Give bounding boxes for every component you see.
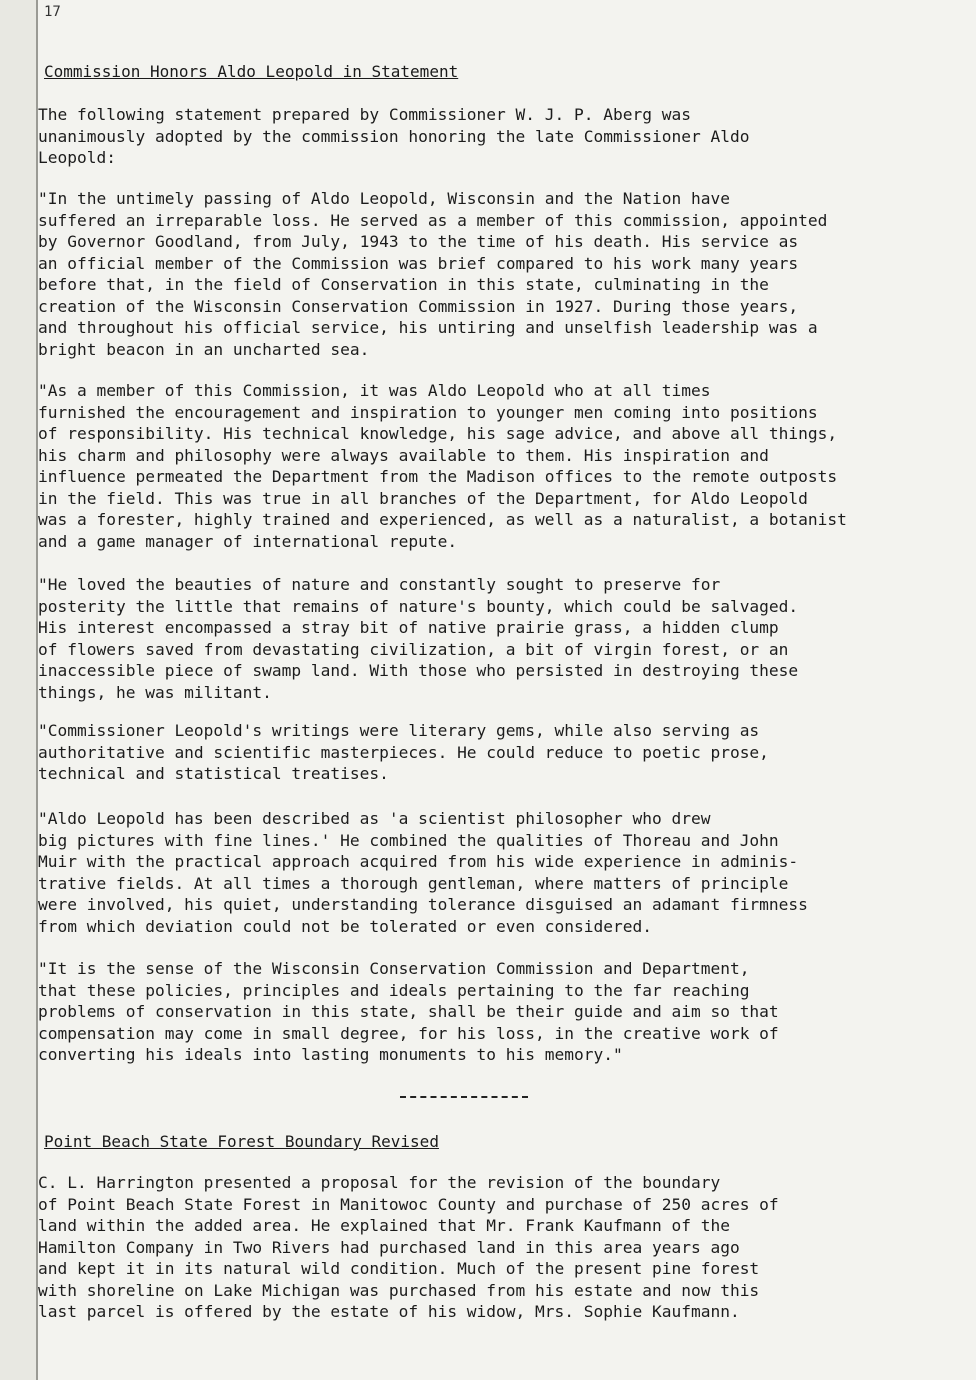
text-line: his charm and philosophy were always available to them. His inspiration and [38,445,769,465]
text-line: last parcel is offered by the estate of his widow, Mrs. Sophie Kaufmann. [38,1302,740,1321]
text-line: land within the added area. He explained that Mr. Frank Kaufmann of the [38,1216,730,1235]
paragraph [38,188,918,360]
text-line: were involved, his quiet, understanding tolerance disguised an adamant firmness [38,895,808,914]
text-line: "In the untimely passing of Aldo Leopold, Wisconsin and the Nation have [38,189,730,208]
text-line: suffered an irreparable loss. He served as a member of this commission, appointed [38,210,828,230]
section-heading-point-beach: Point Beach State Forest Boundary Revised [44,1132,439,1151]
text-line: His interest encompassed a stray bit of native prairie grass, a hidden clump [38,618,779,637]
text-line: unanimously adopted by the commission honoring the late Commissioner Aldo [38,126,750,146]
text-line: "As a member of this Commission, it was Aldo Leopold who at all times [38,381,711,400]
text-line: influence permeated the Department from the Madison offices to the remote outposts [38,467,838,486]
text-line: furnished the encouragement and inspiration to younger men coming into positions [38,402,818,422]
text-line: "Commissioner Leopold's writings were literary gems, while also serving as [38,721,760,740]
text-line: from which deviation could not be tolerated or even considered. [38,916,652,936]
section-heading-leopold: Commission Honors Aldo Leopold in Statement [44,62,459,81]
text-line: of responsibility. His technical knowledge, his sage advice, and above all things, [38,424,838,443]
text-line: and a game manager of international repute. [38,531,458,551]
text-line: things, he was militant. [38,682,272,702]
text-line: "Aldo Leopold has been described as 'a scientist philosopher who drew [38,809,711,828]
text-line: with shoreline on Lake Michigan was purchased from his estate and now this [38,1280,760,1300]
text-line: "He loved the beauties of nature and constantly sought to preserve for [38,575,721,594]
text-line: Leopold: [38,148,116,167]
section-divider [400,1096,528,1098]
text-line: Hamilton Company in Two Rivers had purchased land in this area years ago [38,1237,740,1257]
text-line: creation of the Wisconsin Conservation Commission in 1927. During those years, [38,296,799,316]
text-line: that these policies, principles and ideals pertaining to the far reaching [38,980,750,1000]
paragraph [38,958,918,1066]
paragraph [38,574,918,703]
adjacent-page-edge [0,0,38,1380]
text-line: bright beacon in an uncharted sea. [38,339,370,359]
text-line: before that, in the field of Conservation in this state, culminating in the [38,275,769,294]
text-line: by Governor Goodland, from July, 1943 to the time of his death. His service as [38,232,799,251]
text-line: authoritative and scientific masterpieces. He could reduce to poetic prose, [38,742,769,762]
paragraph [38,808,918,937]
paragraph [38,1172,918,1323]
page-corner-mark: 17 [44,4,61,20]
text-line: "It is the sense of the Wisconsin Conservation Commission and Department, [38,959,750,978]
text-line: technical and statistical treatises. [38,764,389,783]
text-line: The following statement prepared by Commissioner W. J. P. Aberg was [38,105,691,124]
text-line: converting his ideals into lasting monuments to his memory." [38,1045,623,1064]
text-line: Muir with the practical approach acquired from his wide experience in adminis- [38,852,799,871]
paragraph [38,380,918,552]
text-line: an official member of the Commission was brief compared to his work many years [38,253,799,273]
text-line: inaccessible piece of swamp land. With those who persisted in destroying these [38,661,799,680]
text-line: was a forester, highly trained and experienced, as well as a naturalist, a botanist [38,510,847,529]
text-line: and throughout his official service, his untiring and unselfish leadership was a [38,318,818,337]
text-line: in the field. This was true in all branches of the Department, for Aldo Leopold [38,488,808,508]
paragraph [38,720,918,785]
text-line: big pictures with fine lines.' He combined the qualities of Thoreau and John [38,830,779,850]
text-line: compensation may come in small degree, for his loss, in the creative work of [38,1023,779,1043]
paragraph [38,104,918,169]
text-line: problems of conservation in this state, shall be their guide and aim so that [38,1002,779,1021]
text-line: of flowers saved from devastating civilization, a bit of virgin forest, or an [38,639,789,659]
text-line: C. L. Harrington presented a proposal for the revision of the boundary [38,1173,721,1192]
text-line: trative fields. At all times a thorough gentleman, where matters of principle [38,873,789,893]
text-line: posterity the little that remains of nature's bounty, which could be salvaged. [38,596,799,616]
text-line: and kept it in its natural wild condition. Much of the present pine forest [38,1259,760,1278]
text-line: of Point Beach State Forest in Manitowoc County and purchase of 250 acres of [38,1194,779,1214]
